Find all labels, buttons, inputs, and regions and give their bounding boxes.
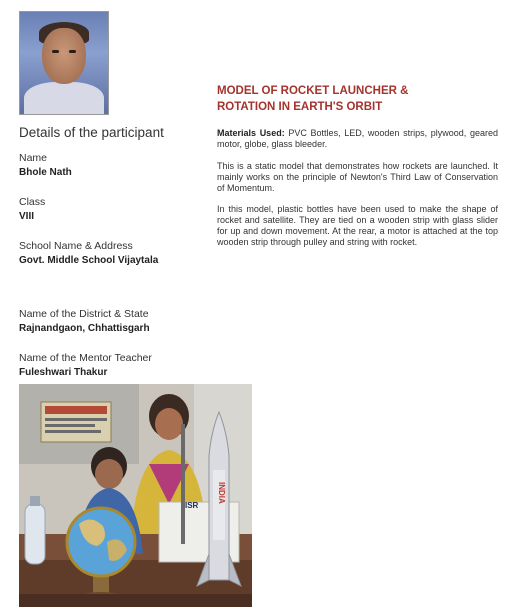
project-photo-scene bbox=[19, 384, 252, 607]
section-heading: Details of the participant bbox=[19, 125, 164, 140]
materials-text: PVC Bottles, LED, wooden strips, plywood, geared motor, globe, glass bleeder. bbox=[217, 128, 498, 149]
name-label: Name bbox=[19, 152, 48, 164]
project-title-line1: MODEL OF ROCKET LAUNCHER & bbox=[217, 85, 409, 97]
portrait-shirt bbox=[24, 82, 104, 115]
field-school bbox=[19, 240, 158, 266]
class-value: VIII bbox=[19, 211, 35, 222]
district-value: Rajnandgaon, Chhattisgarh bbox=[19, 323, 150, 334]
portrait-eye-right bbox=[69, 50, 76, 53]
school-value: Govt. Middle School Vijaytala bbox=[19, 255, 159, 266]
class-label: Class bbox=[19, 196, 46, 208]
field-name bbox=[19, 152, 72, 178]
satellite-label: ISR bbox=[185, 501, 199, 510]
district-label: Name of the District & State bbox=[19, 308, 149, 320]
participant-photo bbox=[19, 11, 109, 115]
materials-paragraph bbox=[217, 128, 498, 150]
description-paragraph-1: This is a static model that demonstrates how rockets are launched. It mainly works on the principle of Newton's Third Law of Conservation of Momentum. bbox=[217, 161, 498, 193]
project-photo bbox=[19, 384, 252, 607]
field-class bbox=[19, 196, 45, 222]
name-value: Bhole Nath bbox=[19, 167, 72, 178]
school-label: School Name & Address bbox=[19, 240, 133, 252]
project-title bbox=[217, 83, 507, 115]
description-paragraph-2: In this model, plastic bottles have been used to make the shape of rocket and satellite. They are tied on a wooden strip with glass slider for up and down movement. At the rear, a motor is attached at the top wooden strip through pulley and string with rocket. bbox=[217, 204, 498, 247]
field-district bbox=[19, 308, 150, 334]
mentor-value: Fuleshwari Thakur bbox=[19, 367, 108, 378]
field-mentor bbox=[19, 352, 152, 378]
materials-label: Materials Used: bbox=[217, 128, 285, 138]
portrait-face bbox=[42, 28, 86, 84]
project-title-line2: ROTATION IN EARTH'S ORBIT bbox=[217, 101, 383, 113]
portrait-eye-left bbox=[52, 50, 59, 53]
mentor-label: Name of the Mentor Teacher bbox=[19, 352, 152, 364]
rocket-label: INDIA bbox=[217, 482, 226, 504]
